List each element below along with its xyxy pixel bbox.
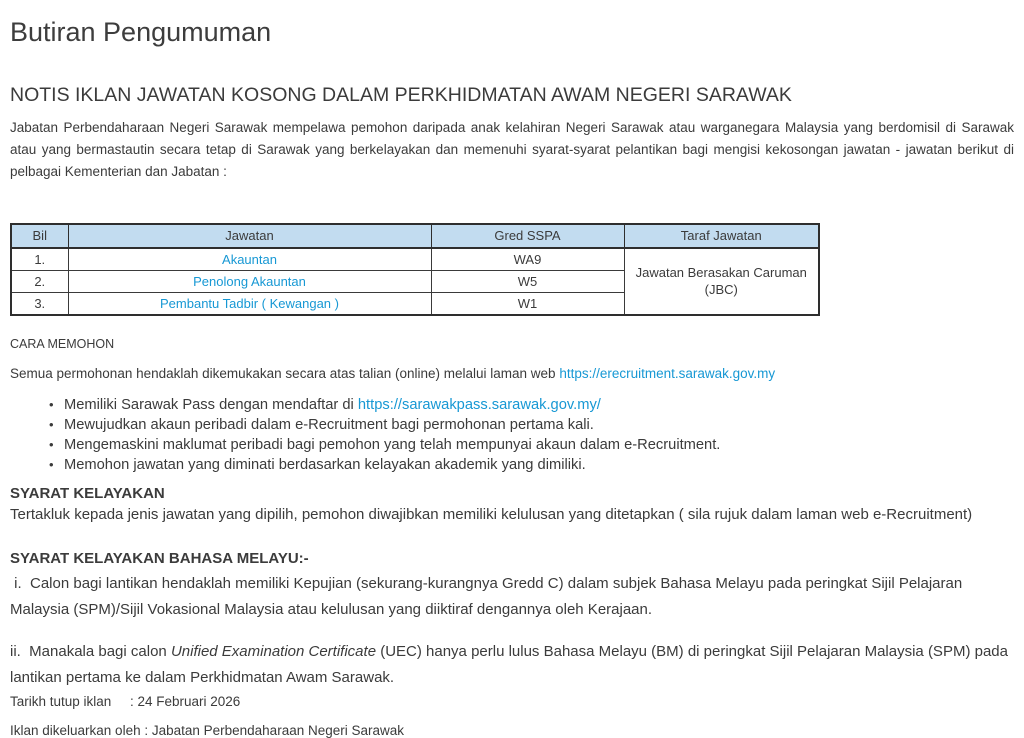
cell-gred: W1 <box>431 292 624 315</box>
list-item <box>47 438 1014 453</box>
table-header-row <box>11 224 819 248</box>
notice-heading: NOTIS IKLAN JAWATAN KOSONG DALAM PERKHIDMATAN AWAM NEGERI SARAWAK <box>10 84 792 107</box>
notice-intro: Jabatan Perbendaharaan Negeri Sarawak mempelawa pemohon daripada anak kelahiran Negeri Sarawak atau warganegara Malaysia yang berdomisil di Sarawak atau yang bermastautin secara tetap di Sarawak yang berkelayakan dan memenuhi syarat-syarat pelantikan bagi mengisi kekosongan jawatan - jawatan berikut di pelbagai Kementerian dan Jabatan : <box>10 119 1014 179</box>
vacancy-table <box>10 223 820 316</box>
item-ii-italic: Unified Examination Certificate <box>170 642 377 660</box>
issued-by: Iklan dikeluarkan oleh : Jabatan Perbendaharaan Negeri Sarawak <box>10 722 405 738</box>
table-header-bil: Bil <box>11 224 68 248</box>
cara-memohon-heading: CARA MEMOHON <box>10 336 115 351</box>
table-header-gred-sspa: Gred SSPA <box>431 224 624 248</box>
syarat-kelayakan-body: Tertakluk kepada jenis jawatan yang dipilih, pemohon diwajibkan memiliki kelulusan yang ditetapkan ( sila rujuk dalam laman web e-Recruitment) <box>10 505 973 523</box>
announcement-page <box>0 16 1024 738</box>
bullet-text: Mengemaskini maklumat peribadi bagi pemohon yang telah mempunyai akaun dalam e-Recruitment. <box>64 436 721 453</box>
item-ii-suffix: (UEC) hanya perlu lulus Bahasa Melayu (BM) di peringkat Sijil Pelajaran Malaysia (SPM) pada lantikan pertama ke dalam Perkhidmatan Awam Sarawak. <box>10 642 1013 686</box>
syarat-bm-heading: SYARAT KELAYAKAN BAHASA MELAYU:- <box>10 549 309 567</box>
syarat-bm-item-ii <box>10 639 1014 691</box>
erecruitment-link[interactable]: https://erecruitment.sarawak.gov.my <box>559 365 776 381</box>
cell-bil: 3. <box>11 292 68 315</box>
cell-gred: WA9 <box>431 248 624 271</box>
apply-intro <box>10 366 1014 381</box>
cell-jawatan <box>68 292 431 315</box>
closing-date-line <box>10 694 1014 709</box>
cell-bil: 2. <box>11 270 68 292</box>
sarawakpass-link[interactable]: https://sarawakpass.sarawak.gov.my/ <box>357 396 601 413</box>
table-row <box>11 248 819 271</box>
table-header-jawatan: Jawatan <box>68 224 431 248</box>
job-link-akauntan[interactable]: Akauntan <box>222 251 277 267</box>
item-ii-prefix: ii. Manakala bagi calon <box>10 642 171 660</box>
bullet-text: Memiliki Sarawak Pass dengan mendaftar di <box>64 396 358 413</box>
job-link-penolong-akauntan[interactable]: Penolong Akauntan <box>193 273 306 289</box>
bullet-text: Memohon jawatan yang diminati berdasarkan kelayakan akademik yang dimiliki. <box>64 456 586 473</box>
syarat-kelayakan-heading: SYARAT KELAYAKAN <box>10 484 165 502</box>
list-item <box>47 458 1014 473</box>
list-item <box>47 398 1014 413</box>
bullet-text: Mewujudkan akaun peribadi dalam e-Recruitment bagi permohonan pertama kali. <box>64 416 594 433</box>
syarat-bm-item-i: i. Calon bagi lantikan hendaklah memiliki Kepujian (sekurang-kurangnya Gredd C) dalam subjek Bahasa Melayu pada peringkat Sijil Pelajaran Malaysia (SPM)/Sijil Vokasional Malaysia atau kelulusan yang diiktiraf dengannya oleh Kerajaan. <box>10 574 967 618</box>
cell-gred: W5 <box>431 270 624 292</box>
cell-jawatan <box>68 248 431 271</box>
cell-taraf-jawatan: Jawatan Berasakan Caruman (JBC) <box>624 248 819 315</box>
cell-bil: 1. <box>11 248 68 271</box>
tarikh-tutup-value: : 24 Februari 2026 <box>130 693 241 709</box>
bullet-list <box>10 398 1014 473</box>
job-link-pembantu-tadbir[interactable]: Pembantu Tadbir ( Kewangan ) <box>160 295 339 311</box>
table-header-taraf-jawatan: Taraf Jawatan <box>624 224 819 248</box>
apply-intro-text: Semua permohonan hendaklah dikemukakan secara atas talian (online) melalui laman web <box>10 365 560 381</box>
page-title: Butiran Pengumuman <box>10 17 272 47</box>
cell-jawatan <box>68 270 431 292</box>
list-item <box>47 418 1014 433</box>
tarikh-tutup-label: Tarikh tutup iklan <box>10 693 112 709</box>
